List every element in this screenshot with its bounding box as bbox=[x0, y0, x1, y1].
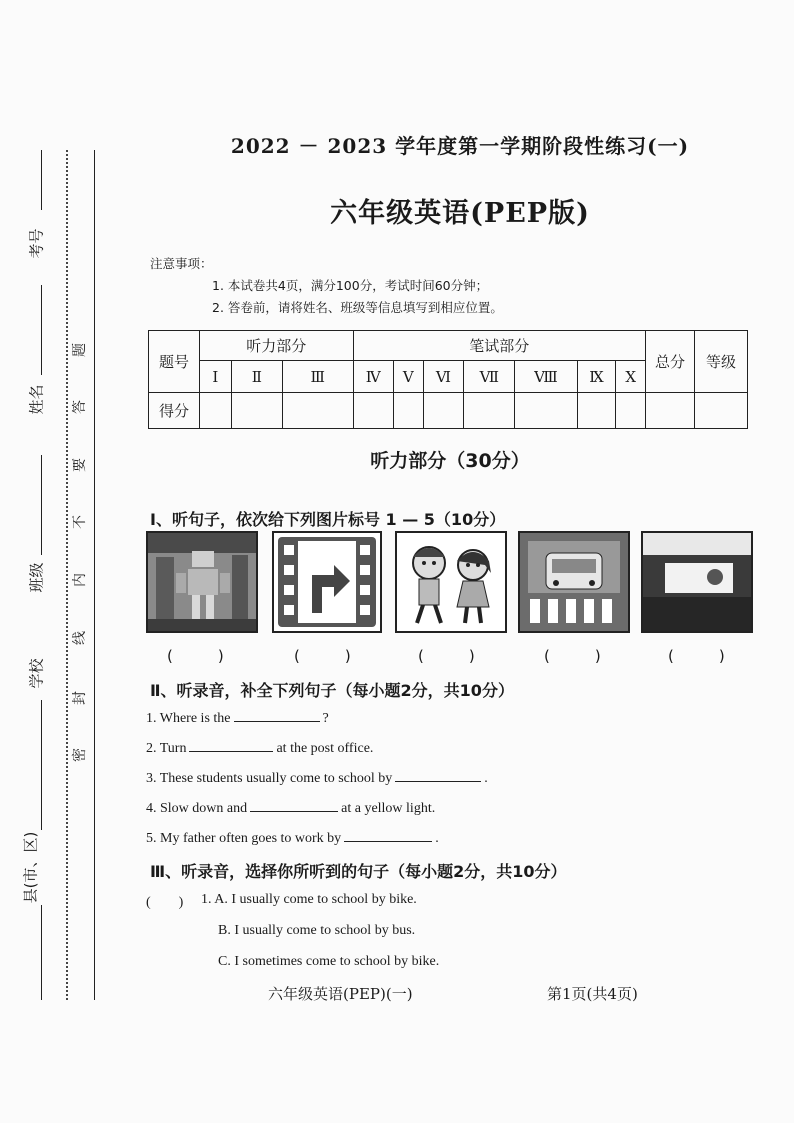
score-cell[interactable] bbox=[616, 393, 646, 429]
item-text: 1. Where is the bbox=[146, 711, 231, 726]
exam-title: 2022 － 2023 学年度第一学期阶段性练习(一) bbox=[230, 134, 690, 158]
page-number: 第1页(共4页) bbox=[547, 985, 638, 1003]
item-text: 5. My father often goes to work by bbox=[146, 831, 342, 846]
answer-paren[interactable]: ( ) bbox=[418, 647, 475, 665]
banji-blank[interactable] bbox=[41, 455, 42, 555]
col-header: Ⅹ bbox=[616, 361, 646, 393]
part3-heading: Ⅲ、听录音，选择你所听到的句子（每小题2分，共10分） bbox=[150, 862, 567, 881]
col-header: Ⅸ bbox=[577, 361, 616, 393]
row-label-defen: 得分 bbox=[149, 393, 200, 429]
seal-char: 封 bbox=[72, 691, 88, 705]
note-item: 1. 本试卷共4页，满分100分，考试时间60分钟； bbox=[212, 278, 489, 293]
header-total: 总分 bbox=[646, 331, 695, 393]
fill-blank[interactable] bbox=[344, 829, 432, 842]
xuexiao-blank[interactable] bbox=[41, 700, 42, 830]
score-table bbox=[148, 330, 748, 429]
bus-image bbox=[520, 533, 628, 631]
seal-char: 内 bbox=[72, 573, 88, 587]
col-header: Ⅶ bbox=[464, 361, 515, 393]
score-cell[interactable] bbox=[464, 393, 515, 429]
fill-blank[interactable] bbox=[189, 739, 273, 752]
note-item: 2. 答卷前，请将姓名、班级等信息填写到相应位置。 bbox=[212, 300, 503, 315]
picture-two-children bbox=[395, 531, 507, 633]
kaohao-blank[interactable] bbox=[41, 150, 42, 210]
answer-paren[interactable]: ( ) bbox=[146, 895, 184, 910]
label-banji: 班级 bbox=[27, 562, 46, 593]
col-header: Ⅵ bbox=[423, 361, 464, 393]
score-cell[interactable] bbox=[423, 393, 464, 429]
score-cell[interactable] bbox=[200, 393, 232, 429]
header-written: 笔试部分 bbox=[353, 331, 645, 361]
col-header: Ⅳ bbox=[353, 361, 393, 393]
score-cell[interactable] bbox=[393, 393, 423, 429]
score-cell[interactable] bbox=[515, 393, 577, 429]
seal-char: 线 bbox=[72, 631, 88, 645]
footer-subject: 六年级英语(PEP)(一) bbox=[268, 985, 413, 1003]
label-xuexiao: 学校 bbox=[27, 658, 46, 689]
score-cell[interactable] bbox=[282, 393, 353, 429]
turn-right-sign-icon bbox=[274, 533, 380, 631]
listening-section-title: 听力部分（30分） bbox=[370, 450, 530, 472]
notes-heading: 注意事项： bbox=[150, 256, 213, 271]
fill-item bbox=[146, 799, 435, 817]
picture-robots bbox=[146, 531, 258, 633]
header-listening: 听力部分 bbox=[200, 331, 354, 361]
cinema-image bbox=[643, 533, 751, 631]
fill-blank[interactable] bbox=[395, 769, 481, 782]
picture-cinema bbox=[641, 531, 753, 633]
item-text: at a yellow light. bbox=[341, 801, 436, 816]
item-text: . bbox=[435, 831, 439, 846]
exam-subtitle: 六年级英语(PEP版) bbox=[330, 198, 590, 229]
col-header: Ⅱ bbox=[231, 361, 282, 393]
picture-bus-crosswalk bbox=[518, 531, 630, 633]
score-cell[interactable] bbox=[577, 393, 616, 429]
answer-paren[interactable]: ( ) bbox=[544, 647, 601, 665]
seal-char: 密 bbox=[72, 748, 88, 762]
item-text: ? bbox=[322, 711, 329, 726]
answer-paren[interactable]: ( ) bbox=[167, 647, 224, 665]
answer-paren[interactable]: ( ) bbox=[294, 647, 351, 665]
label-xingming: 姓名 bbox=[27, 384, 46, 415]
option-b: B. I usually come to school by bus. bbox=[218, 923, 416, 938]
label-xian: 县(市、区) bbox=[21, 831, 40, 904]
part2-heading: Ⅱ、听录音，补全下列句子（每小题2分，共10分） bbox=[150, 681, 514, 700]
fill-item bbox=[146, 769, 488, 787]
item-text: at the post office. bbox=[276, 741, 374, 756]
fill-blank[interactable] bbox=[250, 799, 338, 812]
fill-item bbox=[146, 739, 373, 757]
item-text: 4. Slow down and bbox=[146, 801, 248, 816]
col-header: Ⅰ bbox=[200, 361, 232, 393]
label-kaohao: 考号 bbox=[27, 228, 46, 259]
item-text: . bbox=[484, 771, 488, 786]
col-header: Ⅲ bbox=[282, 361, 353, 393]
seal-char: 答 bbox=[72, 400, 88, 414]
children-image bbox=[397, 533, 505, 631]
fill-item bbox=[146, 829, 439, 847]
answer-paren[interactable]: ( ) bbox=[668, 647, 725, 665]
option-c: C. I sometimes come to school by bike. bbox=[218, 954, 440, 969]
seal-char: 题 bbox=[72, 343, 88, 357]
binding-solid-line bbox=[94, 150, 95, 1000]
col-header: Ⅴ bbox=[393, 361, 423, 393]
row-label-tihao: 题号 bbox=[149, 331, 200, 393]
total-cell[interactable] bbox=[646, 393, 695, 429]
robots-image bbox=[148, 533, 256, 631]
item-text: 2. Turn bbox=[146, 741, 187, 756]
fill-blank[interactable] bbox=[234, 709, 320, 722]
score-cell[interactable] bbox=[353, 393, 393, 429]
fill-item bbox=[146, 709, 329, 727]
picture-turn-right-sign bbox=[272, 531, 382, 633]
xingming-blank[interactable] bbox=[41, 285, 42, 375]
grade-cell[interactable] bbox=[695, 393, 748, 429]
seal-char: 不 bbox=[72, 515, 88, 529]
part1-heading: Ⅰ、听句子，依次给下列图片标号 1 — 5（10分） bbox=[150, 510, 506, 529]
col-header: Ⅷ bbox=[515, 361, 577, 393]
option-a: 1. A. I usually come to school by bike. bbox=[201, 892, 417, 907]
item-text: 3. These students usually come to school by bbox=[146, 771, 393, 786]
notes bbox=[150, 253, 503, 319]
binding-dashed-line bbox=[66, 150, 68, 1000]
score-cell[interactable] bbox=[231, 393, 282, 429]
header-grade: 等级 bbox=[695, 331, 748, 393]
xian-blank[interactable] bbox=[41, 905, 42, 1000]
seal-char: 要 bbox=[72, 458, 88, 472]
